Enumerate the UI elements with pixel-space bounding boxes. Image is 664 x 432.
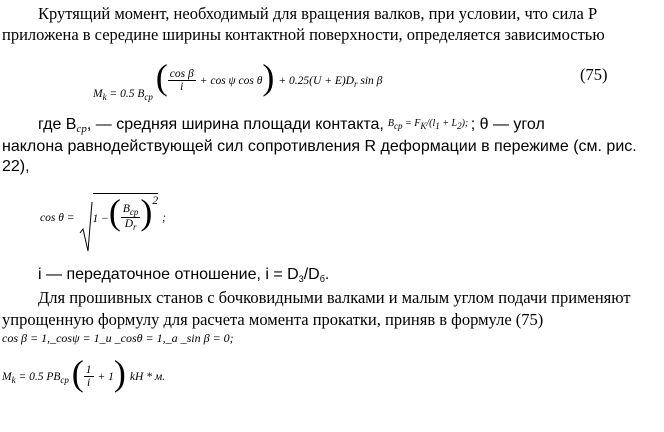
where-lead: где B (38, 116, 77, 133)
final-b-sub: cp (60, 375, 69, 385)
radical-sign-icon (79, 201, 93, 253)
eq75-tail: + 0.25(U + E)D (278, 75, 354, 87)
eq75-d-sub: r (354, 79, 358, 89)
cos-theta-equation: $^{cos \theta =}$ $^{1 -}$( $\frac{B_{cp}}{D_r}$ )$^2$ ; (40, 194, 166, 250)
where-lead-sub: ср (76, 123, 87, 135)
paragraph-2-line-2: наклона равнодействующей сил сопротивления R деформации в пережиме (см. рис. (2, 138, 637, 155)
paragraph-3 (38, 266, 329, 284)
paragraph-1-line-1: Крутящий момент, необходимый для вращения валков, при условии, что сила Р (38, 4, 598, 23)
final-frac-num: 1 (85, 363, 92, 376)
cos-theta-one: 1 − (92, 213, 109, 225)
final-frac-den: i (87, 376, 91, 389)
ratio-text-c: . (324, 266, 330, 283)
eq75-mk: M (93, 88, 103, 100)
eq75-mk-sub: k (102, 92, 107, 102)
cos-theta-exp: 2 (152, 195, 159, 207)
final-plus: + 1 (97, 371, 114, 383)
eq75-frac-num: cos β (169, 67, 194, 80)
inline-b-sub: cp (393, 121, 403, 131)
final-equation: $M_k = 0.5$ $PB_{cp}$ ( $\frac{1}{i}$ + 1) kH * м. (2, 353, 166, 393)
inline-eq: = F (404, 118, 421, 129)
final-mk-sub: k (11, 375, 16, 385)
cos-theta-den-sub: r (133, 221, 137, 232)
inline-b: B (387, 118, 394, 129)
eq75-b-sub: cp (144, 92, 153, 102)
paragraph-4-line-1: Для прошивных станов с бочковидными валками и малым углом подачи применяют (38, 288, 631, 307)
simplification-conditions: cos β = 1,_cosψ = 1_u _cosθ = 1,_a _sin β = 0; (2, 331, 234, 345)
eq75-coef: = 0.5 B (109, 88, 145, 100)
inline-end: ); (461, 118, 469, 129)
cos-theta-den: D (124, 217, 134, 230)
final-mk: M (2, 371, 12, 383)
final-unit: kH * м. (129, 371, 166, 383)
cos-theta-num: B (122, 202, 130, 215)
cos-theta-end: ; (162, 212, 167, 224)
equation-number: (75) (580, 65, 608, 84)
paragraph-1-line-2: приложена в середине ширины контактной поверхности, определяется зависимостью (2, 25, 605, 44)
theta-part: ; θ — угол (470, 116, 545, 133)
inline-tail: /(l (426, 118, 436, 129)
eq75-frac-den: i (180, 80, 184, 93)
paragraph-4-line-2: упрощенную формулу для расчета момента прокатки, приняв в формуле (75) (2, 310, 544, 329)
where-after: , — средняя ширина площади контакта, (86, 116, 384, 133)
inline-l2: 2 (457, 121, 462, 131)
inline-k: K (420, 121, 427, 131)
eq75-mid: + cos ψ cos θ (199, 75, 263, 87)
paragraph-2-line-1 (38, 116, 545, 135)
ratio-sub-b: б (319, 274, 325, 284)
final-eq: = 0.5 PB (18, 371, 61, 383)
equation-75: $_{M_k = 0.5 B_{cp}}$ ( $\frac{\text{cos β}}{i}$ + cos ψ $\cos \theta) + 0.25(U + E)D_r$ sin β (93, 57, 383, 102)
ratio-text-a: i — передаточное отношение, i = D (38, 266, 299, 283)
ratio-sub-a: 3 (298, 274, 304, 284)
eq75-tail2: sin β (360, 75, 383, 87)
cos-theta-num-sub: cp (129, 206, 139, 217)
inline-plus: + L (442, 118, 458, 129)
paragraph-2-line-3: 22), (2, 158, 30, 175)
ratio-text-b: /D (303, 266, 320, 283)
inline-l1: 1 (435, 121, 440, 131)
cos-theta-lhs: cos θ = (40, 212, 75, 224)
